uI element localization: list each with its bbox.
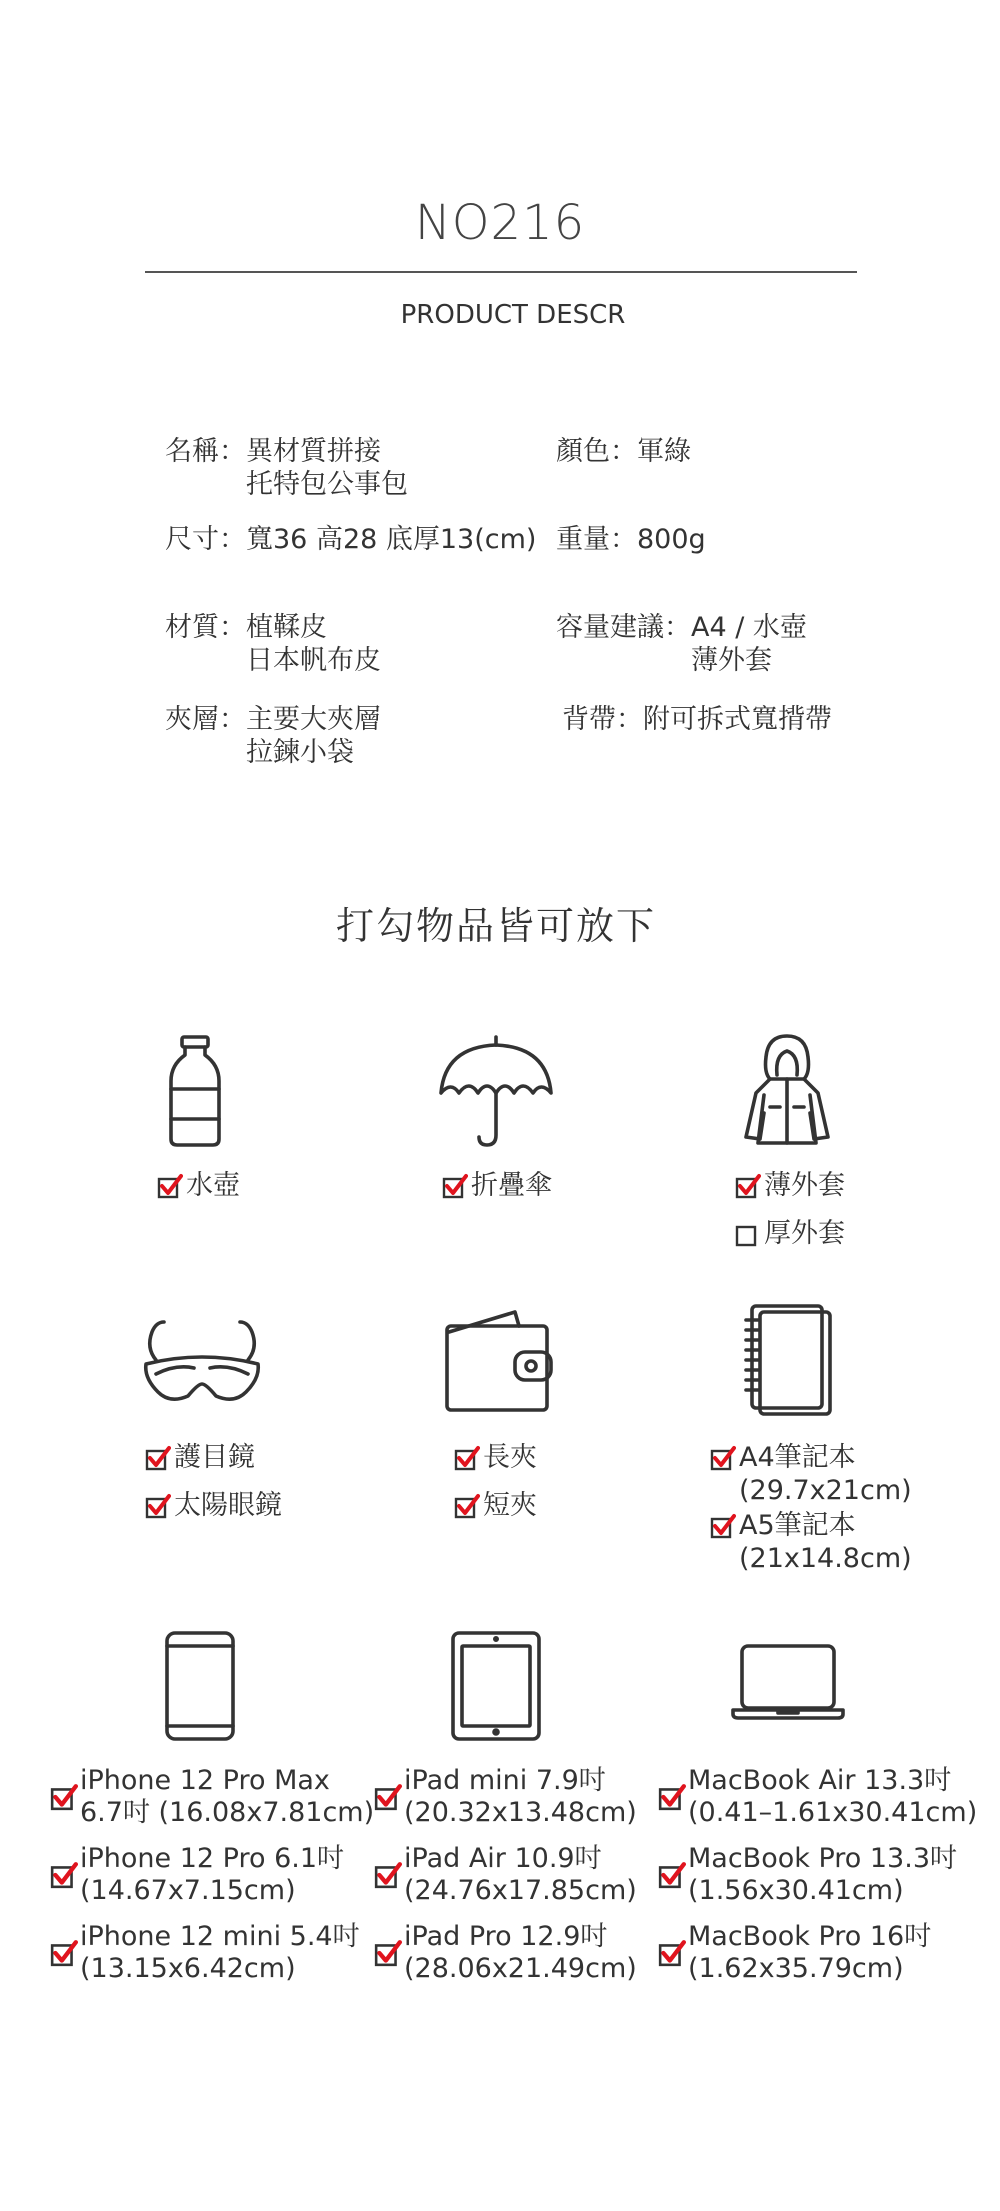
item-umbrella (442, 1169, 552, 1202)
laptop-model: MacBook Pro 13.3吋 (688, 1843, 957, 1874)
checked-checkbox-icon (454, 1493, 480, 1519)
item-a4-notebook-size: (29.7x21cm) (739, 1475, 912, 1506)
item-umbrella-label: 折疊傘 (471, 1170, 552, 1201)
item-thick-coat (735, 1217, 845, 1250)
spec-capacity-line1: A4 / 水壺 (691, 612, 807, 643)
item-a4-notebook (710, 1441, 912, 1507)
spec-layer-line2: 拉鍊小袋 (246, 737, 354, 768)
spec-layer-label: 夾層： (165, 704, 246, 735)
spec-size (165, 523, 536, 556)
item-a5-notebook (710, 1509, 912, 1575)
spec-color-label: 顏色： (556, 436, 637, 467)
spec-strap (562, 703, 832, 736)
phone-size: (13.15x6.42cm) (80, 1953, 296, 1984)
tablet-model: iPad mini 7.9吋 (404, 1765, 606, 1796)
checked-checkbox-icon (658, 1861, 686, 1889)
item-goggles-label: 護目鏡 (174, 1442, 255, 1473)
checked-checkbox-icon (658, 1783, 686, 1811)
item-a4-notebook-text (739, 1441, 912, 1507)
phone-size: 6.7吋 (16.08x7.81cm) (80, 1797, 375, 1828)
tablet-icon (450, 1630, 542, 1742)
checked-checkbox-icon (50, 1939, 78, 1967)
checked-checkbox-icon (658, 1939, 686, 1967)
spec-strap-label: 背帶： (562, 704, 643, 735)
title-divider (145, 271, 857, 273)
item-thin-coat-label: 薄外套 (764, 1170, 845, 1201)
spec-material-line1: 植鞣皮 (246, 612, 327, 643)
laptop-size: (1.62x35.79cm) (688, 1953, 904, 1984)
spec-name-line2: 托特包公事包 (246, 469, 408, 500)
item-sunglasses (145, 1489, 282, 1522)
checked-checkbox-icon (157, 1173, 183, 1199)
checked-checkbox-icon (374, 1939, 402, 1967)
wallet-icon (443, 1308, 555, 1414)
item-goggles (145, 1441, 255, 1474)
item-a5-notebook-label: A5筆記本 (739, 1510, 856, 1541)
tablet-model: iPad Air 10.9吋 (404, 1843, 602, 1874)
phone-model: iPhone 12 Pro Max (80, 1765, 330, 1796)
item-water-bottle-label: 水壺 (186, 1170, 240, 1201)
checked-checkbox-icon (374, 1783, 402, 1811)
checked-checkbox-icon (710, 1445, 736, 1471)
item-thin-coat (735, 1169, 845, 1202)
checked-checkbox-icon (442, 1173, 468, 1199)
checked-checkbox-icon (454, 1445, 480, 1471)
item-a5-notebook-text (739, 1509, 912, 1575)
spec-capacity (556, 611, 807, 677)
spec-strap-value: 附可拆式寬揹帶 (643, 704, 832, 735)
checked-checkbox-icon (735, 1173, 761, 1199)
spec-size-value: 寬36 高28 底厚13(cm) (246, 524, 537, 555)
umbrella-icon (437, 1035, 555, 1147)
item-short-wallet (454, 1489, 537, 1522)
item-water-bottle (157, 1169, 240, 1202)
spec-capacity-label: 容量建議： (556, 612, 691, 643)
laptop-model: MacBook Air 13.3吋 (688, 1765, 952, 1796)
spec-weight-value: 800g (637, 524, 706, 555)
spec-name (165, 435, 408, 501)
item-a4-notebook-label: A4筆記本 (739, 1442, 856, 1473)
laptop-size: (0.41–1.61x30.41cm) (688, 1797, 978, 1828)
phone-model: iPhone 12 mini 5.4吋 (80, 1921, 360, 1952)
checked-checkbox-icon (50, 1783, 78, 1811)
checked-checkbox-icon (145, 1493, 171, 1519)
section-heading: 打勾物品皆可放下 (335, 904, 656, 948)
tablet-size: (28.06x21.49cm) (404, 1953, 637, 1984)
phone-size: (14.67x7.15cm) (80, 1875, 296, 1906)
checked-checkbox-icon (145, 1445, 171, 1471)
tablet-size: (24.76x17.85cm) (404, 1875, 637, 1906)
spec-weight-label: 重量： (556, 524, 637, 555)
item-long-wallet (454, 1441, 537, 1474)
laptop-size: (1.56x30.41cm) (688, 1875, 904, 1906)
notebook-icon (742, 1302, 834, 1418)
spec-size-label: 尺寸： (165, 524, 246, 555)
item-long-wallet-label: 長夾 (483, 1442, 537, 1473)
spec-color-value: 軍綠 (637, 436, 691, 467)
item-sunglasses-label: 太陽眼鏡 (174, 1490, 282, 1521)
checked-checkbox-icon (710, 1513, 736, 1539)
item-a5-notebook-size: (21x14.8cm) (739, 1543, 912, 1574)
laptop-icon (730, 1640, 846, 1724)
tablet-model: iPad Pro 12.9吋 (404, 1921, 608, 1952)
spec-layer-line1: 主要大夾層 (246, 704, 381, 735)
tablet-size: (20.32x13.48cm) (404, 1797, 637, 1828)
spec-layer (165, 703, 381, 769)
product-description-subtitle: PRODUCT DESCR (400, 300, 626, 330)
laptop-model: MacBook Pro 16吋 (688, 1921, 932, 1952)
product-code-title: NO216 (414, 195, 586, 251)
spec-material-label: 材質： (165, 612, 246, 643)
checked-checkbox-icon (374, 1861, 402, 1889)
empty-checkbox-icon (735, 1221, 761, 1247)
spec-capacity-line2: 薄外套 (691, 645, 772, 676)
checked-checkbox-icon (50, 1861, 78, 1889)
goggles-icon (142, 1318, 262, 1406)
water-bottle-icon (165, 1035, 225, 1147)
smartphone-icon (164, 1630, 236, 1742)
spec-material (165, 611, 381, 677)
item-thick-coat-label: 厚外套 (764, 1218, 845, 1249)
spec-name-label: 名稱： (165, 436, 246, 467)
spec-weight (556, 523, 706, 556)
spec-material-line2: 日本帆布皮 (246, 645, 381, 676)
spec-color (556, 435, 691, 468)
phone-model: iPhone 12 Pro 6.1吋 (80, 1843, 345, 1874)
spec-name-line1: 異材質拼接 (246, 436, 381, 467)
raincoat-icon (742, 1033, 832, 1147)
item-short-wallet-label: 短夾 (483, 1490, 537, 1521)
